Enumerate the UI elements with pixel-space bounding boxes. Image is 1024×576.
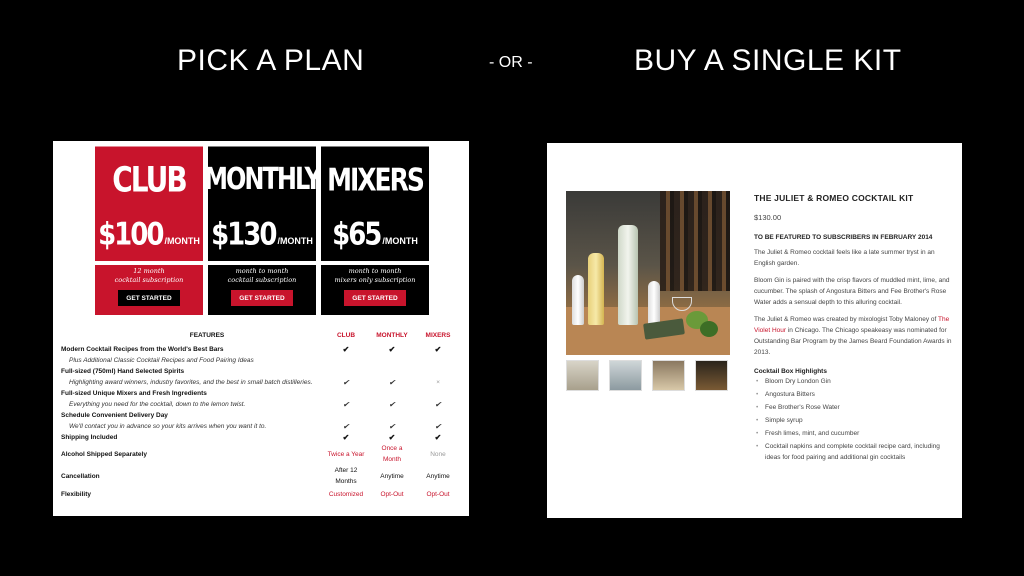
monthly-get-started-button[interactable]: GET STARTED bbox=[231, 290, 293, 306]
table-row: Alcohol Shipped Separately Twice a Year Once a Month None bbox=[61, 445, 446, 463]
plan-price: $100 /MONTH bbox=[95, 209, 203, 261]
table-row: Shipping Included ✔ ✔ ✔ bbox=[61, 433, 442, 442]
single-kit-panel bbox=[547, 143, 962, 518]
pick-a-plan-title: PICK A PLAN bbox=[177, 44, 365, 77]
plan-name: MIXERS bbox=[321, 147, 429, 212]
features-header-row: FEATURES CLUB MONTHLY MIXERS bbox=[189, 331, 451, 339]
kit-thumbnails bbox=[566, 360, 730, 391]
plan-card-club bbox=[95, 153, 203, 315]
plan-price: $130 /MONTH bbox=[208, 209, 316, 261]
thumbnail-3[interactable] bbox=[652, 360, 685, 391]
plan-description: month to month mixers only subscription bbox=[334, 267, 416, 284]
list-item: • Bloom Dry London Gin bbox=[754, 376, 954, 387]
kit-product-photo[interactable] bbox=[566, 191, 730, 355]
or-separator: - OR - bbox=[489, 54, 533, 71]
kit-description-3: The Juliet & Romeo was created by mixologist Toby Maloney of The Violet Hour in Chicago. The Chicago speakeasy was nominated for Outstanding Bar Program by the James Beard Foundation Awards in 2013. bbox=[754, 316, 952, 356]
highlights-list bbox=[754, 376, 954, 463]
violet-hour-link[interactable]: The Violet Hour bbox=[754, 316, 950, 334]
kit-price: $130.00 bbox=[754, 213, 782, 222]
plan-description: 12 month cocktail subscription bbox=[114, 267, 184, 284]
plan-card-mixers bbox=[321, 153, 429, 315]
plans-panel bbox=[53, 141, 469, 516]
thumbnail-2[interactable] bbox=[609, 360, 642, 391]
plan-cards bbox=[95, 153, 431, 315]
mixers-get-started-button[interactable]: GET STARTED bbox=[344, 290, 406, 306]
plan-name: MONTHLY bbox=[208, 147, 316, 212]
plan-footer bbox=[95, 265, 203, 315]
thumbnail-1[interactable] bbox=[566, 360, 599, 391]
club-get-started-button[interactable]: GET STARTED bbox=[118, 290, 180, 306]
highlights-title: Cocktail Box Highlights bbox=[754, 368, 827, 375]
kit-details bbox=[754, 193, 954, 465]
table-row: Everything you need for the cocktail, down to the lemon twist. ✔ ✔ ✔ bbox=[69, 400, 442, 409]
table-row: Modern Cocktail Recipes from the World's Best Bars ✔ ✔ ✔ bbox=[61, 345, 442, 354]
list-item: • Fee Brother's Rose Water bbox=[754, 402, 954, 413]
buy-single-kit-title: BUY A SINGLE KIT bbox=[634, 44, 902, 77]
table-row: Plus Additional Classic Cocktail Recipes and Food Pairing Ideas bbox=[69, 357, 254, 364]
list-item: • Cocktail napkins and complete cocktail recipe card, including ideas for food pairing and additional gin cocktails bbox=[754, 441, 954, 463]
table-row: Highlighting award winners, industry favorites, and the best in small batch distilleries. ✔ ✔ × bbox=[69, 378, 440, 387]
kit-description-2: Bloom Gin is paired with the crisp flavors of muddled mint, lime, and cucumber. The splash of Angostura Bitters and Fee Brother's Rose Water adds a sensual depth to this alluring cocktail. bbox=[754, 277, 950, 306]
plan-description: month to month cocktail subscription bbox=[227, 267, 297, 284]
plan-footer bbox=[208, 265, 316, 315]
table-row: Full-sized (750ml) Hand Selected Spirits bbox=[61, 368, 185, 375]
plan-name: CLUB bbox=[95, 147, 203, 212]
list-item: • Simple syrup bbox=[754, 415, 954, 426]
list-item: • Angostura Bitters bbox=[754, 389, 954, 400]
list-item: • Fresh limes, mint, and cucumber bbox=[754, 428, 954, 439]
table-row: Schedule Convenient Delivery Day bbox=[61, 412, 168, 419]
plan-price: $65 /MONTH bbox=[321, 209, 429, 261]
kit-description-1: The Juliet & Romeo cocktail feels like a late summer tryst in an English garden. bbox=[754, 249, 935, 267]
plan-footer bbox=[321, 265, 429, 315]
table-row: We'll contact you in advance so your kits arrives when you want it to. ✔ ✔ ✔ bbox=[69, 422, 442, 431]
table-row: Full-sized Unique Mixers and Fresh Ingredients bbox=[61, 390, 207, 397]
kit-subtitle: TO BE FEATURED TO SUBSCRIBERS IN FEBRUARY 2014 bbox=[754, 234, 933, 241]
plan-card-monthly bbox=[204, 153, 320, 315]
features-table bbox=[61, 326, 461, 501]
kit-title: THE JULIET & ROMEO COCKTAIL KIT bbox=[754, 193, 914, 203]
thumbnail-4[interactable] bbox=[695, 360, 728, 391]
table-row: Cancellation After 12 Months Anytime Anytime bbox=[61, 467, 450, 485]
table-row: Flexibility Customized Opt-Out Opt-Out bbox=[61, 490, 450, 498]
